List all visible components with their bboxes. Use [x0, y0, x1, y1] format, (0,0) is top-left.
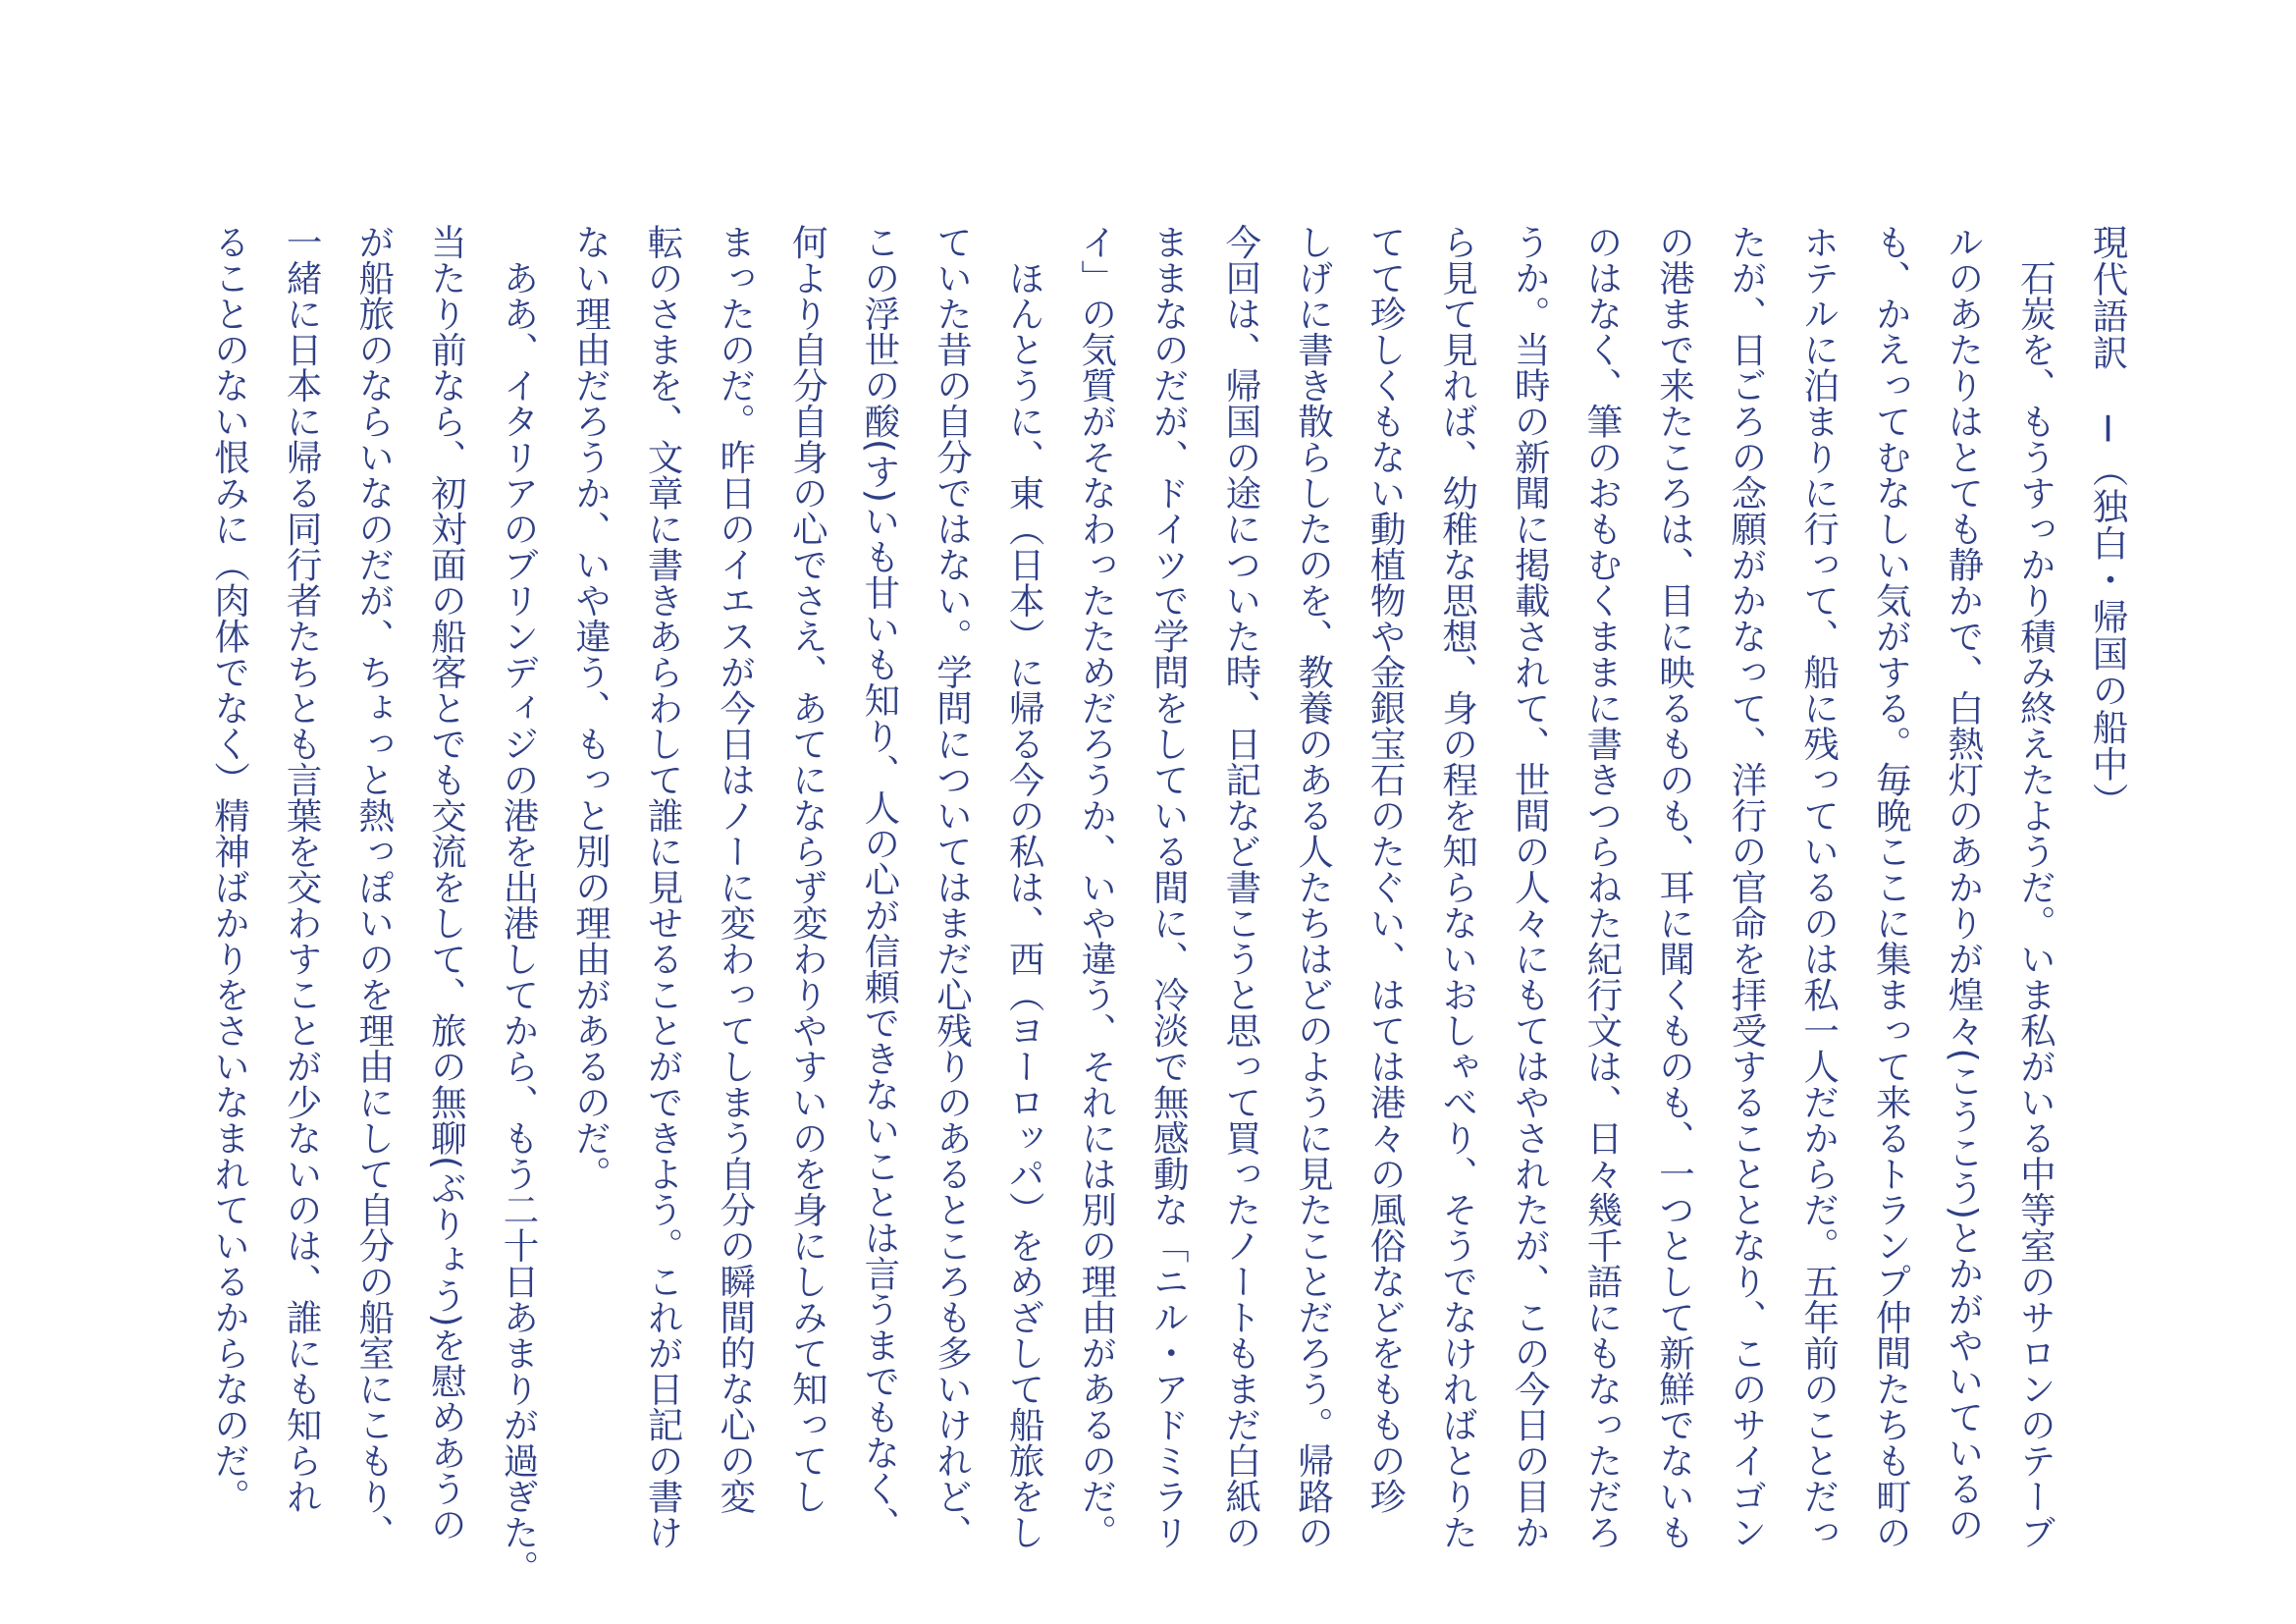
- text-line-5: たが、日ごろの念願がかなって、洋行の官命を拝受することとなり、このサイゴン: [1726, 224, 1769, 1550]
- text-line-1: 石炭を、もうすっかり積み終えたようだ。いま私がいる中等室のサロンのテーブ: [2014, 224, 2057, 1550]
- text-line-18: 何より自分自身の心でさえ、あてにならず変わりやすいのを身にしみて知ってし: [786, 224, 829, 1514]
- text-line-19: まったのだ。昨日のイエスが今日はノーに変わってしまう自分の瞬間的な心の変: [714, 224, 757, 1514]
- text-line-4: ホテルに泊まりに行って、船に残っているのは私一人だからだ。五年前のことだっ: [1797, 224, 1841, 1550]
- text-line-26: ることのない恨みに（肉体でなく）精神ばかりをさいなまれているからなのだ。: [208, 224, 251, 1514]
- text-line-11: しげに書き散らしたのを、教養のある人たちはどのように見たことだろう。帰路の: [1292, 224, 1335, 1550]
- text-line-9: ら見て見れば、幼稚な思想、身の程を知らないおしゃべり、そうでなければとりた: [1436, 224, 1479, 1550]
- text-line-2: ルのあたりはとても静かで、白熱灯のあかりが煌々(こうこう)とかがやいているの: [1942, 224, 1985, 1543]
- text-line-21: ない理由だろうか、いや違う、もっと別の理由があるのだ。: [569, 224, 613, 1192]
- text-line-22: ああ、イタリアのブリンディジの港を出港してから、もう二十日あまりが過ぎた。: [497, 224, 540, 1586]
- text-line-15: ほんとうに、東（日本）に帰る今の私は、西（ヨーロッパ）をめざして船旅をし: [1003, 224, 1046, 1550]
- text-line-20: 転のさまを、文章に書きあらわして誰に見せることができよう。これが日記の書け: [642, 224, 685, 1550]
- text-line-25: 一緒に日本に帰る同行者たちとも言葉を交わすことが少ないのは、誰にも知られ: [281, 224, 324, 1514]
- text-line-23: 当たり前なら、初対面の船客とでも交流をして、旅の無聊(ぶりょう)を慰めあうの: [425, 224, 468, 1543]
- text-line-17: この浮世の酸(す)いも甘いも知り、人の心が信頼できないことは言うまでもなく、: [858, 224, 901, 1543]
- document-title: 現代語訳 Ⅰ（独白・帰国の船中）: [2087, 224, 2129, 820]
- text-line-10: てて珍しくもない動植物や金銀宝石のたぐい、はては港々の風俗などをももの珍: [1364, 224, 1408, 1514]
- text-line-6: の港まで来たころは、目に映るものも、耳に聞くものも、一つとして新鮮でないも: [1653, 224, 1696, 1550]
- text-line-24: が船旅のならいなのだが、ちょっと熱っぽいのを理由にして自分の船室にこもり、: [352, 224, 396, 1550]
- text-line-13: ままなのだが、ドイツで学問をしている間に、冷淡で無感動な「ニル・アドミラリ: [1148, 224, 1191, 1550]
- text-line-14: イ」の気質がそなわったためだろうか、いや違う、それには別の理由があるのだ。: [1075, 224, 1118, 1550]
- vertical-text-block: [193, 224, 2144, 1586]
- text-line-8: うか。当時の新聞に掲載されて、世間の人々にもてはやされたが、この今日の目か: [1509, 224, 1552, 1550]
- text-line-12: 今回は、帰国の途についた時、日記など書こうと思って買ったノートもまだ白紙の: [1219, 224, 1262, 1550]
- text-line-7: のはなく、筆のおもむくままに書きつらねた紀行文は、日々幾千語にもなっただろ: [1580, 224, 1624, 1550]
- text-line-3: も、かえってむなしい気がする。毎晩ここに集まって来るトランプ仲間たちも町の: [1870, 224, 1913, 1550]
- text-line-16: ていた昔の自分ではない。学問についてはまだ心残りのあるところも多いけれど、: [931, 224, 974, 1550]
